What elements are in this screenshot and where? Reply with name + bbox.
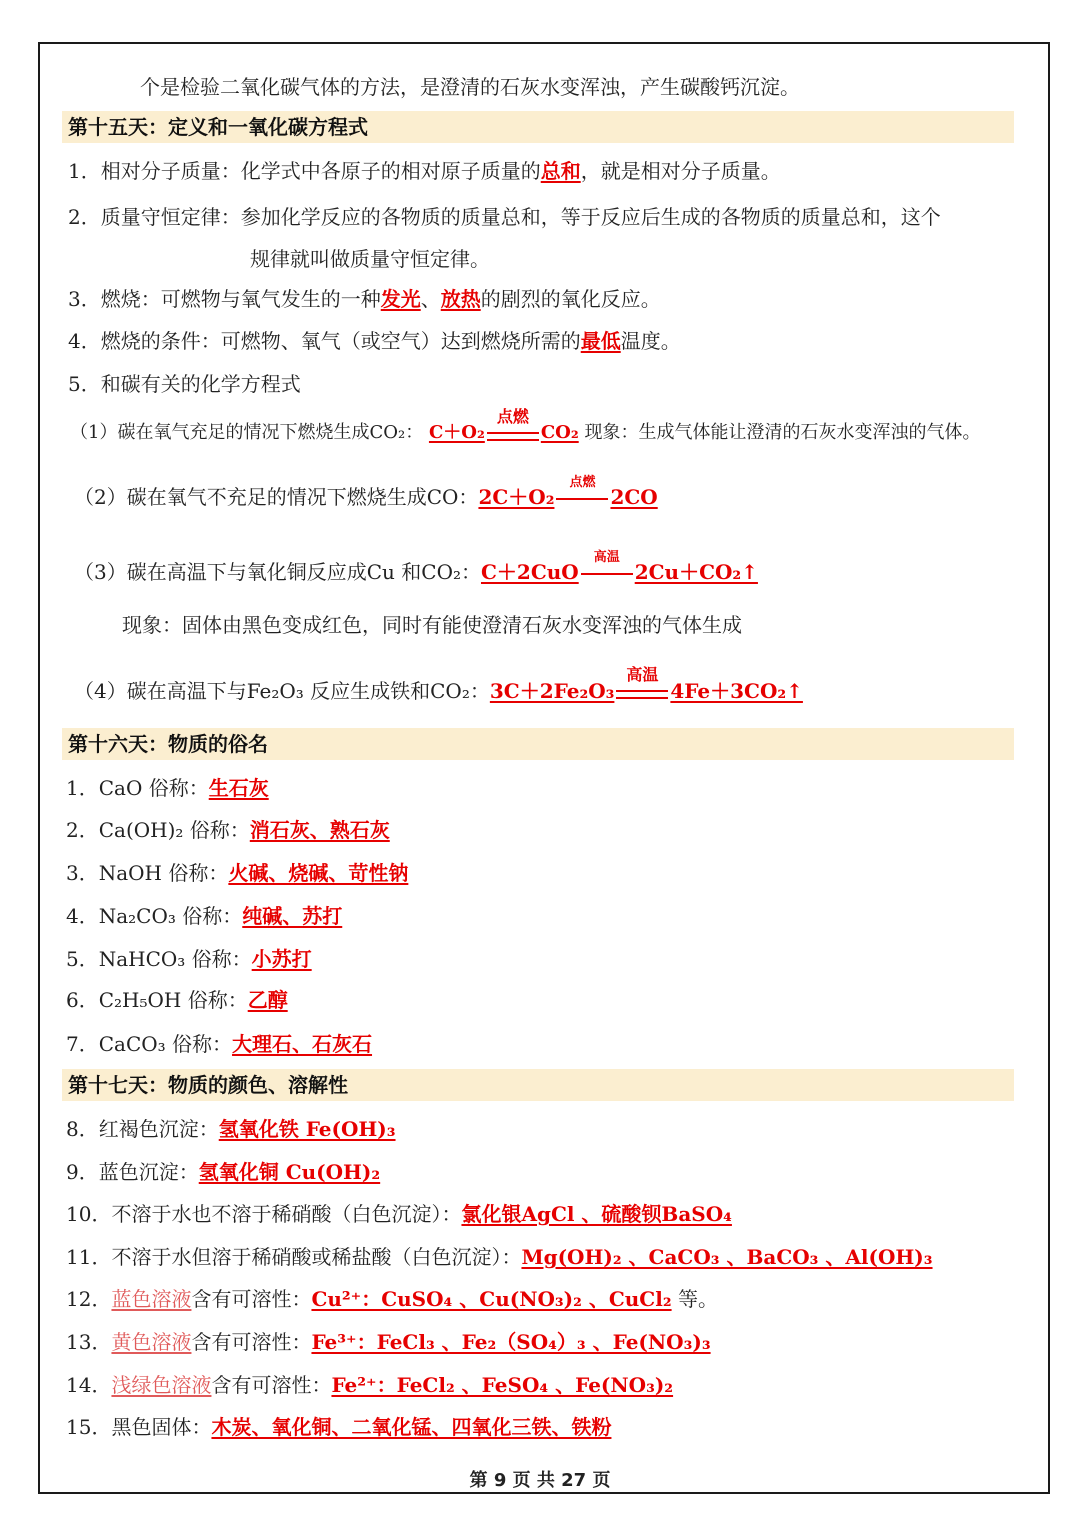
equation-left: C＋2CuO [480, 560, 579, 584]
item-17-8 [66, 1114, 396, 1144]
item-text: 10．不溶于水也不溶于稀硝酸（白色沉淀）： [66, 1202, 462, 1226]
item-17-12 [66, 1284, 718, 1314]
answer: 氢氧化铜 Cu(OH)₂ [198, 1160, 381, 1184]
reaction-arrow [579, 550, 635, 587]
item-15-2: 2．质量守恒定律：参加化学反应的各物质的质量总和，等于反应后生成的各物质的质量总和，这个 [68, 205, 941, 229]
item-text: 8．红褐色沉淀： [66, 1117, 219, 1141]
item-text: 温度。 [620, 329, 681, 353]
item-15-1 [68, 156, 781, 186]
item-15-4 [68, 326, 681, 356]
answer: 总和 [540, 159, 581, 183]
item-text: 4．Na₂CO₃ 俗称： [66, 904, 243, 928]
item-text: 4．燃烧的条件：可燃物、氧气（或空气）达到燃烧所需的 [68, 329, 581, 353]
equation-right: 4Fe＋3CO₂↑ [670, 679, 803, 703]
item-17-10 [66, 1199, 732, 1229]
equation-1 [70, 407, 981, 448]
reaction-condition: 点燃 [569, 475, 596, 490]
separator: 、 [420, 287, 441, 311]
reaction-condition: 高温 [626, 665, 659, 684]
list-item [66, 944, 312, 974]
list-item [66, 1029, 372, 1059]
item-text: 2．Ca(OH)₂ 俗称： [66, 818, 250, 842]
color-label: 浅绿色溶液 [111, 1373, 212, 1397]
item-15-2-cont: 规律就叫做质量守恒定律。 [250, 247, 490, 271]
answer: 纯碱、苏打 [242, 904, 343, 928]
equation-left: 2C＋O₂ [478, 485, 555, 509]
color-label: 黄色溶液 [111, 1330, 192, 1354]
phenomenon: 现象：生成气体能让澄清的石灰水变浑浊的气体。 [584, 422, 981, 443]
equation-3 [74, 550, 758, 587]
section-16-title: 第十六天：物质的俗名 [62, 728, 1014, 760]
answer: Mg(OH)₂ 、CaCO₃ 、BaCO₃ 、Al(OH)₃ [521, 1245, 933, 1269]
answer: 小苏打 [251, 947, 312, 971]
page-number: 第 9 页 共 27 页 [469, 1470, 611, 1491]
item-text: 15．黑色固体： [66, 1415, 212, 1439]
item-text: 11．不溶于水但溶于稀硝酸或稀盐酸（白色沉淀）： [66, 1245, 522, 1269]
answer: 最低 [580, 329, 621, 353]
item-text: 9．蓝色沉淀： [66, 1160, 199, 1184]
section-17-title: 第十七天：物质的颜色、溶解性 [62, 1069, 1014, 1101]
item-17-15 [66, 1412, 611, 1442]
answer: Fe²⁺：FeCl₂ 、FeSO₄ 、Fe(NO₃)₂ [331, 1373, 674, 1397]
reaction-condition: 高温 [593, 550, 620, 565]
equation-left: C＋O₂ [428, 422, 485, 443]
equation-2 [74, 475, 658, 512]
equation-desc: （1）碳在氧气充足的情况下燃烧生成CO₂： [70, 422, 424, 443]
equation-desc: （3）碳在高温下与氧化铜反应成Cu 和CO₂： [74, 560, 481, 584]
answer: 生石灰 [208, 776, 269, 800]
item-17-14 [66, 1370, 673, 1400]
equation-4 [74, 665, 803, 706]
list-item [66, 985, 288, 1015]
item-number: 12． [66, 1287, 112, 1311]
list-item [66, 773, 269, 803]
list-item [66, 901, 342, 931]
answer: 氯化银AgCl 、硫酸钡BaSO₄ [461, 1202, 732, 1226]
equation-desc: （2）碳在氧气不充足的情况下燃烧生成CO： [74, 485, 479, 509]
item-text: 1．相对分子质量：化学式中各原子的相对原子质量的 [68, 159, 541, 183]
equation-left: 3C＋2Fe₂O₃ [489, 679, 615, 703]
item-15-3 [68, 284, 661, 314]
item-15-5: 5．和碳有关的化学方程式 [68, 372, 301, 396]
equation-right: CO₂ [540, 422, 579, 443]
item-text: 的剧烈的氧化反应。 [480, 287, 661, 311]
equation-right: 2Cu＋CO₂↑ [634, 560, 758, 584]
item-text: 3．燃烧：可燃物与氧气发生的一种 [68, 287, 381, 311]
item-text: 1．CaO 俗称： [66, 776, 209, 800]
equation-desc: （4）碳在高温下与Fe₂O₃ 反应生成铁和CO₂： [74, 679, 490, 703]
item-number: 14． [66, 1373, 112, 1397]
item-text: 含有可溶性： [191, 1287, 312, 1311]
item-text: 含有可溶性： [211, 1373, 332, 1397]
item-17-11 [66, 1242, 933, 1272]
item-text: 等。 [671, 1287, 718, 1311]
list-item [66, 815, 390, 845]
answer: Fe³⁺：FeCl₃ 、Fe₂（SO₄）₃ 、Fe(NO₃)₃ [311, 1330, 711, 1354]
item-text: ，就是相对分子质量。 [580, 159, 781, 183]
page-border [38, 42, 1050, 1494]
answer: 乙醇 [247, 988, 288, 1012]
item-text: 7．CaCO₃ 俗称： [66, 1032, 233, 1056]
item-text: 6．C₂H₅OH 俗称： [66, 988, 248, 1012]
equation-right: 2CO [610, 485, 658, 509]
reaction-arrow [485, 407, 541, 448]
item-text: 5．NaHCO₃ 俗称： [66, 947, 252, 971]
equation-3-phenomenon: 现象：固体由黑色变成红色，同时有能使澄清石灰水变浑浊的气体生成 [122, 613, 742, 637]
answer: 放热 [440, 287, 481, 311]
continued-text: 个是检验二氧化碳气体的方法，是澄清的石灰水变浑浊，产生碳酸钙沉淀。 [140, 75, 800, 99]
answer: 氢氧化铁 Fe(OH)₃ [218, 1117, 396, 1141]
list-item [66, 858, 408, 888]
item-17-13 [66, 1327, 711, 1357]
answer: 木炭、氧化铜、二氧化锰、四氧化三铁、铁粉 [211, 1415, 612, 1439]
answer: 火碱、烧碱、苛性钠 [228, 861, 409, 885]
reaction-arrow [614, 665, 670, 706]
section-15-title: 第十五天：定义和一氧化碳方程式 [62, 111, 1014, 143]
answer: 发光 [380, 287, 421, 311]
answer: 消石灰、熟石灰 [249, 818, 390, 842]
color-label: 蓝色溶液 [111, 1287, 192, 1311]
reaction-arrow [554, 475, 610, 512]
item-number: 13． [66, 1330, 112, 1354]
item-text: 3．NaOH 俗称： [66, 861, 229, 885]
answer: Cu²⁺：CuSO₄ 、Cu(NO₃)₂ 、CuCl₂ [311, 1287, 672, 1311]
reaction-condition: 点燃 [496, 407, 529, 426]
item-17-9 [66, 1157, 380, 1187]
item-text: 含有可溶性： [191, 1330, 312, 1354]
answer: 大理石、石灰石 [232, 1032, 373, 1056]
